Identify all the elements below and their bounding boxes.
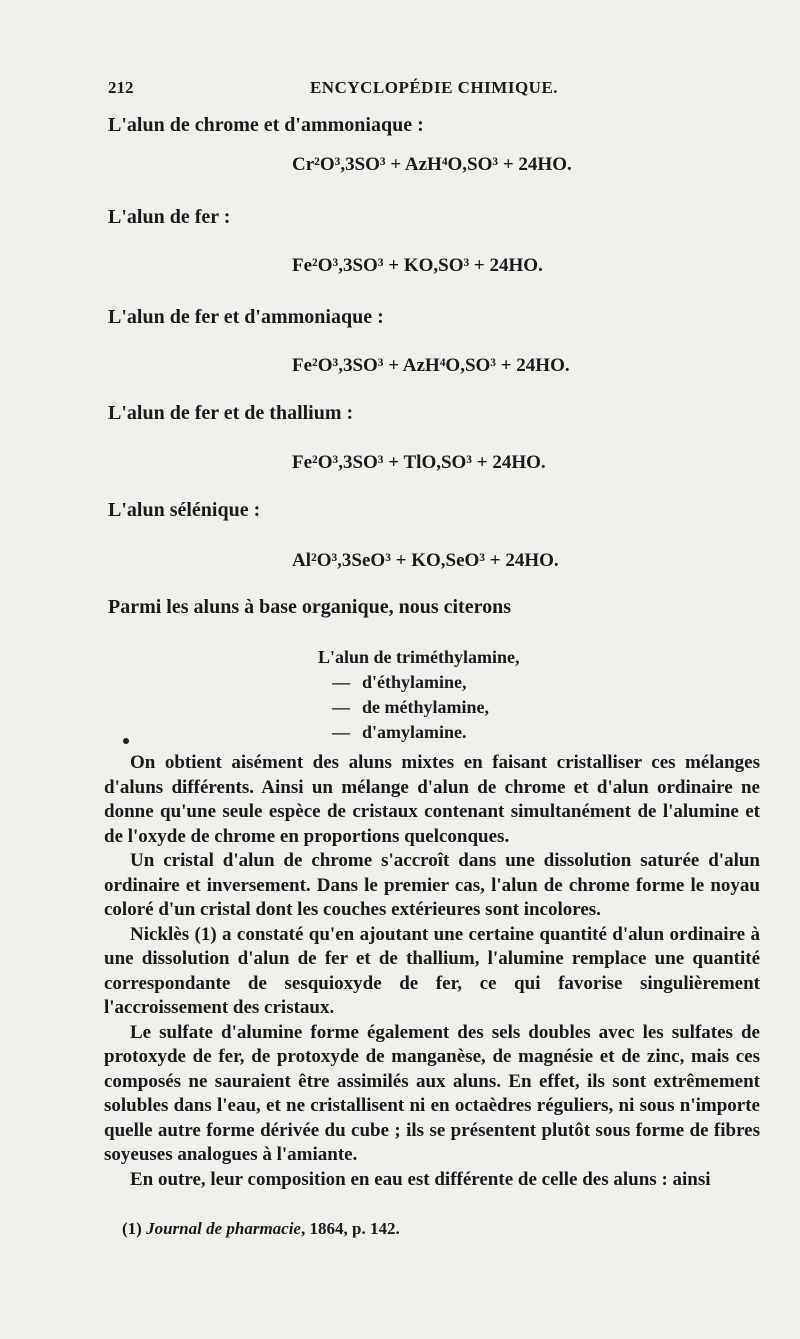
formula-text: Fe²O³,3SO³ + AzH⁴O,SO³ + 24HO. xyxy=(292,355,570,376)
running-header xyxy=(108,78,760,102)
organic-alum-list xyxy=(318,645,520,745)
paragraph: Nicklès (1) a constaté qu'en ajoutant une certaine quantité d'alun ordinaire à une dissolution d'alun de fer et de thallium, l'alumine remplace une quantité correspondante de sesquioxyde de fer, ce qui favorise singulièrement l'accroissement des cristaux. xyxy=(104,923,760,1018)
iron-label: L'alun de fer : xyxy=(108,206,231,228)
formula-text: Cr²O³,3SO³ + AzH⁴O,SO³ + 24HO. xyxy=(292,154,572,175)
selenic-formula xyxy=(292,550,559,572)
list-item xyxy=(318,645,520,670)
formula-text: Fe²O³,3SO³ + TlO,SO³ + 24HO. xyxy=(292,452,546,473)
paragraph: Le sulfate d'alumine forme également des sels doubles avec les sulfates de protoxyde de fer, de protoxyde de manganèse, de magnésie et de zinc, mais ces composés ne sauraient être assimilés aux aluns. En effet, ils sont extrêmement solubles dans l'eau, et ne cristallisent ni en octaèdres réguliers, ni sous n'importe quelle autre forme dérivée du cube ; ils se présentent plutôt sous forme de fibres soyeuses analogues à l'amiante. xyxy=(104,1021,760,1165)
list-item xyxy=(320,670,520,695)
list-item xyxy=(320,720,520,745)
list-item-text: d'amylamine. xyxy=(362,722,467,742)
footnote-citation: , 1864, p. 142. xyxy=(300,1219,400,1238)
list-item-text: de méthylamine, xyxy=(362,697,489,717)
footnote-mark: (1) xyxy=(122,1219,142,1238)
paragraph: Un cristal d'alun de chrome s'accroît dans une dissolution saturée d'alun ordinaire et inversement. Dans le premier cas, l'alun de chrome forme le noyau coloré d'un cristal dont les couches extérieures sont incolores. xyxy=(104,850,760,920)
organic-intro: Parmi les aluns à base organique, nous citerons xyxy=(108,596,511,618)
stray-dot xyxy=(123,738,129,744)
iron-ammonia-label: L'alun de fer et d'ammoniaque : xyxy=(108,306,384,328)
chrome-ammonia-label: L'alun de chrome et d'ammoniaque : xyxy=(108,114,424,136)
ditto-dash: — xyxy=(332,722,350,742)
paragraph: On obtient aisément des aluns mixtes en faisant cristalliser ces mélanges d'aluns différents. Ainsi un mélange d'alun de chrome et d'alun ordinaire ne donne qu'une seule espèce de cristaux contenant simultanément de l'alumine et de l'oxyde de chrome en proportions quelconques. xyxy=(104,752,760,847)
ditto-dash: — xyxy=(332,672,350,692)
list-item-text: L'alun de triméthylamine, xyxy=(318,647,520,667)
list-item-text: d'éthylamine, xyxy=(362,672,467,692)
footnote-source: Journal de pharmacie xyxy=(146,1219,301,1238)
iron-thallium-label: L'alun de fer et de thallium : xyxy=(108,402,354,424)
formula-text: Al²O³,3SeO³ + KO,SeO³ + 24HO. xyxy=(292,550,559,571)
list-item xyxy=(320,695,520,720)
running-title: ENCYCLOPÉDIE CHIMIQUE. xyxy=(309,78,559,97)
formula-text: Fe²O³,3SO³ + KO,SO³ + 24HO. xyxy=(292,255,543,276)
iron-formula xyxy=(292,255,543,277)
chrome-ammonia-formula xyxy=(292,154,572,176)
body-text xyxy=(104,751,760,1192)
footnote xyxy=(122,1219,400,1239)
page-number: 212 xyxy=(108,78,134,97)
iron-thallium-formula xyxy=(292,452,546,474)
iron-ammonia-formula xyxy=(292,355,570,377)
paragraph: En outre, leur composition en eau est différente de celle des aluns : ainsi xyxy=(130,1168,711,1190)
ditto-dash: — xyxy=(332,697,350,717)
selenic-label: L'alun sélénique : xyxy=(108,499,261,521)
